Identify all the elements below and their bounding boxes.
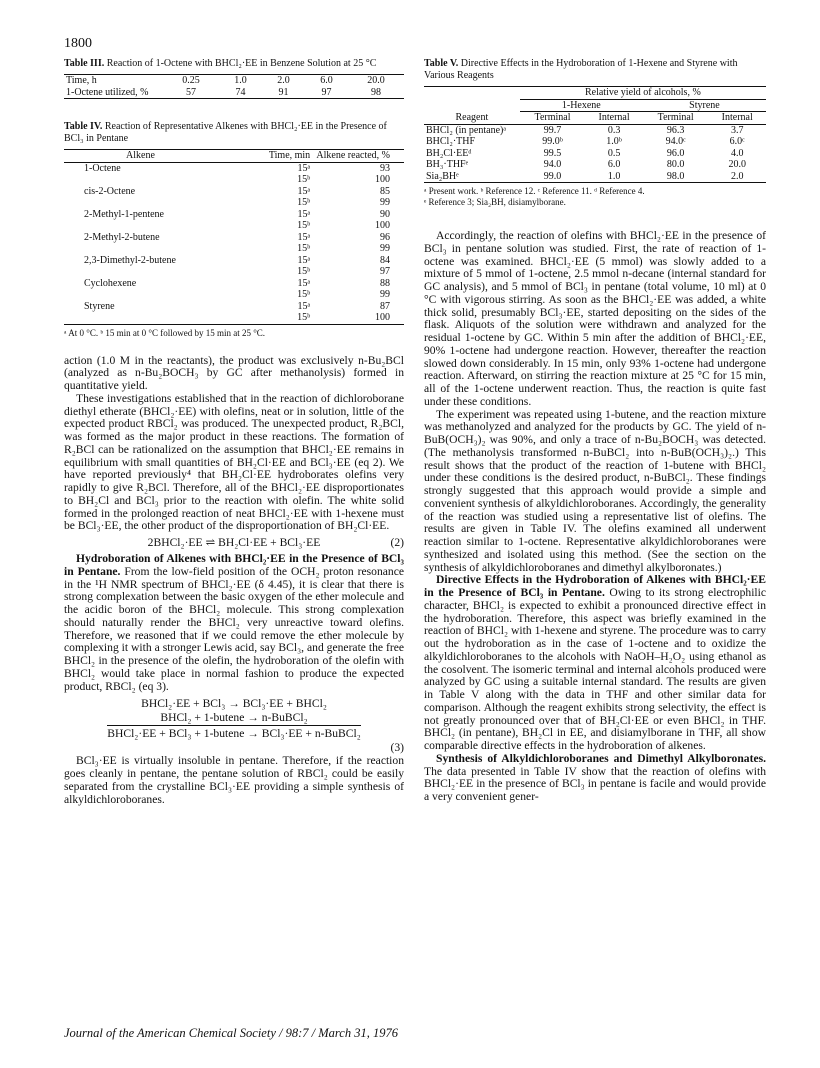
table-iii-time: 20.0 bbox=[367, 75, 385, 86]
table-iv-cell bbox=[64, 243, 217, 255]
table-iv-cell: 15ᵃ bbox=[297, 231, 311, 243]
table-v bbox=[424, 58, 766, 208]
table-iv-cell bbox=[64, 312, 217, 324]
table-iv-cell: 2,3-Dimethyl-2-butene bbox=[84, 254, 176, 266]
table-row bbox=[64, 186, 404, 198]
table-v-sub-header: Terminal bbox=[534, 112, 571, 123]
table-v-cell: 0.3 bbox=[607, 124, 621, 136]
table-v-cell: 6.0ᶜ bbox=[729, 136, 745, 147]
table-v-label: Table V. bbox=[424, 58, 459, 69]
table-v-group-header: 1-Hexene bbox=[520, 99, 643, 112]
table-iii-title: Reaction of 1-Octene with BHCl₂·EE in Benzene Solution at 25 °C bbox=[106, 58, 377, 69]
table-iii-time: 2.0 bbox=[277, 75, 290, 86]
table-iv-cell: 15ᵇ bbox=[297, 174, 311, 185]
table-row bbox=[64, 289, 404, 301]
table-iv-cell: 15ᵇ bbox=[297, 220, 311, 231]
table-row bbox=[424, 159, 766, 171]
table-v-cell: 80.0 bbox=[666, 159, 685, 170]
journal-footer: Journal of the American Chemical Society / 98:7 / March 31, 1976 bbox=[64, 1026, 398, 1040]
table-v-cell: 1.0ᵇ bbox=[606, 136, 622, 147]
table-v-caption bbox=[424, 58, 766, 82]
right-paragraph bbox=[424, 753, 766, 804]
table-v-sub-header: Reagent bbox=[455, 112, 489, 123]
table-row bbox=[64, 162, 404, 174]
table-iv-header: Time, min bbox=[268, 150, 311, 161]
table-v-cell: 96.0 bbox=[666, 147, 685, 159]
table-v-cell: 4.0 bbox=[730, 147, 744, 159]
table-row bbox=[64, 255, 404, 267]
table-iv-cell bbox=[64, 289, 217, 301]
table-row bbox=[64, 243, 404, 255]
equation-2-body: 2BHCl₂·EE ⇌ BH₂Cl·EE + BCl₃·EE bbox=[147, 536, 321, 549]
table-iv-grid bbox=[64, 149, 404, 325]
table-v-cell: 99.0 bbox=[543, 170, 562, 182]
table-iv-cell: 100 bbox=[375, 312, 390, 323]
table-v-cell: 2.0 bbox=[730, 170, 744, 182]
table-iv-cell: 90 bbox=[380, 208, 390, 220]
right-body bbox=[424, 230, 766, 804]
right-paragraph: Accordingly, the reaction of olefins with BHCl₂·EE in the presence of BCl₃ in pentane solution was studied. First, the rate of reaction of 1-octene was examined. BHCl₂·EE (5 mmol) was slowly added to a mixture of 5 mmol of 1-octene, 2.5 mmol n-decane (internal standard for GC analysis), and 5 mmol of BCl₃ in pentane (total volume, 10 ml) at 0 °C with vigorous stirring. As soon as the BHCl₂·EE was added, a white thick solid, presumably BCl₃·EE, started depositing on the sides of the flask. Aliquots of the solution were withdrawn and analyzed for the residual 1-octene by GC. Within 5 min after the addition of BHCl₂·EE, 90% 1-octene had undergone reaction. However, thereafter the reaction slowed down considerably. In 15 min, only 93% 1-octene had undergone reaction. Afterward, on stirring the reaction mixture at 25 °C for 15 min, all of the 1-octene underwent reaction. Thus, the reaction is quite fast under these conditions. bbox=[424, 229, 766, 408]
table-iv bbox=[64, 121, 404, 339]
table-v-cell: 0.5 bbox=[607, 147, 621, 159]
table-iv-cell bbox=[64, 174, 217, 186]
left-paragraph: BCl₃·EE is virtually insoluble in pentane. Therefore, if the reaction goes cleanly in pentane, the pentane solution of RBCl₂ could be easily separated from the crystalline BCl₃·EE providing a simple synthesis of alkyldichloroboranes. bbox=[64, 754, 404, 806]
table-v-group-header: Styrene bbox=[643, 99, 766, 112]
equation-2-number: (2) bbox=[390, 536, 404, 549]
table-iv-cell bbox=[64, 197, 217, 209]
table-iv-header: Alkene reacted, % bbox=[316, 150, 390, 161]
table-iii-grid bbox=[64, 74, 404, 99]
right-column bbox=[424, 58, 766, 804]
table-row bbox=[64, 278, 404, 290]
left-paragraph: action (1.0 M in the reactants), the product was exclusively n-Bu₂BCl (analyzed as n-Bu₂BOCH₃ by GC after methanolysis) formed in quantitative yield. bbox=[64, 353, 404, 392]
table-row bbox=[424, 136, 766, 148]
table-row bbox=[64, 174, 404, 186]
table-iv-cell: 99 bbox=[380, 197, 390, 208]
table-iv-cell: 15ᵇ bbox=[297, 289, 311, 300]
table-row bbox=[64, 220, 404, 232]
table-v-grid bbox=[424, 86, 766, 183]
table-iv-cell: 99 bbox=[380, 289, 390, 300]
table-iv-cell: Styrene bbox=[84, 300, 115, 312]
table-v-cell: BH₃·THFᵉ bbox=[426, 159, 469, 170]
table-iii-time: 1.0 bbox=[234, 75, 247, 86]
left-paragraph bbox=[64, 553, 404, 693]
table-iv-cell: 84 bbox=[380, 254, 390, 266]
table-row bbox=[64, 266, 404, 278]
table-iii-time: 6.0 bbox=[320, 75, 333, 86]
table-row bbox=[64, 197, 404, 209]
table-iv-cell: 96 bbox=[380, 231, 390, 243]
left-paragraph: These investigations established that in the reaction of dichloroborane diethyl etherate (BHCl₂·EE) with olefins, neat or in solution, little of the expected product RBCl₂ was produced. The unexpected product, R₂BCl, was formed as the major product in these reactions. The formation of R₂BCl can be rationalized on the assumption that BHCl₂·EE remains in equilibrium with small quantities of BH₂Cl·EE and BCl₃·EE (eq 2). We have reported previously⁴ that BH₂Cl·EE hydroborates olefins very rapidly to give R₂BCl. Therefore, all of the BHCl₂·EE disproportionates to BH₂Cl and BCl₃ prior to the reaction with olefin. The white solid formed in the prolonged reaction of neat BHCl₂·EE with 1-hexene must be BCl₃·EE, the other product of the disproportionation of BH₂Cl·EE. bbox=[64, 391, 404, 533]
table-iv-cell: 15ᵇ bbox=[297, 197, 311, 208]
table-v-title: Directive Effects in the Hydroboration of 1-Hexene and Styrene with Various Reagents bbox=[424, 58, 738, 81]
table-iv-cell: 100 bbox=[375, 220, 390, 231]
section-text: From the low-field position of the OCH₂ proton resonance in the ¹H NMR spectrum of BHCl₂·EE (δ 4.45), it is clear that there is strong complexation between the basic oxygen of the ether molecule and the acidic boron of the BHCl₂ molecule. This strong complexation should naturally render the BHCl₂ very unreactive toward olefins. Therefore, we reasoned that if we could remove the ether molecule by complexing it with a stronger Lewis acid, say BCl₃, and generate the free BHCl₂ in the presence of the olefin, the hydroboration of the olefin with BHCl₂ would take place in normal fashion to produce the expected product, RBCl₂ (eq 3). bbox=[64, 564, 404, 693]
table-iii-utilized: 74 bbox=[235, 86, 246, 98]
right-paragraph bbox=[424, 574, 766, 753]
table-iv-cell: Cyclohexene bbox=[84, 277, 137, 289]
left-body bbox=[64, 355, 404, 807]
table-iii-utilized: 91 bbox=[278, 86, 289, 98]
table-v-cell: 6.0 bbox=[607, 159, 621, 170]
table-v-cell: BHCl₂ (in pentane)ᵃ bbox=[426, 124, 507, 136]
section-text: The data presented in Table IV show that the reaction of olefins with BHCl₂·EE in the presence of BCl₃ in pentane is facile and would provide a very convenient gener- bbox=[424, 764, 766, 803]
table-iv-cell: 15ᵃ bbox=[297, 208, 311, 220]
table-iv-footnote: ᵃ At 0 °C. ᵇ 15 min at 0 °C followed by 15 min at 25 °C. bbox=[64, 327, 266, 338]
table-iii bbox=[64, 58, 404, 99]
table-v-footnote: ᵃ Present work. ᵇ Reference 12. ᶜ Reference 11. ᵈ Reference 4. bbox=[424, 186, 645, 196]
table-iv-cell: 97 bbox=[380, 266, 390, 277]
table-row bbox=[424, 171, 766, 183]
table-v-sub-header: Internal bbox=[721, 112, 753, 123]
table-v-cell: 98.0 bbox=[666, 170, 685, 182]
table-iv-header: Alkene bbox=[126, 150, 155, 161]
table-iv-cell: 1-Octene bbox=[84, 162, 121, 174]
table-iv-cell: 15ᵇ bbox=[297, 243, 311, 254]
table-v-cell: BHCl₂·THF bbox=[426, 136, 476, 147]
table-iii-time: 0.25 bbox=[182, 75, 200, 86]
table-v-cell: 1.0 bbox=[607, 170, 621, 182]
table-iv-label: Table IV. bbox=[64, 121, 103, 132]
table-iv-cell: 15ᵃ bbox=[297, 277, 311, 289]
table-iv-cell: 93 bbox=[380, 162, 390, 174]
table-iv-cell: 15ᵇ bbox=[297, 312, 311, 323]
table-iv-cell bbox=[64, 220, 217, 232]
equation-3-number: (3) bbox=[390, 741, 404, 755]
table-iv-caption bbox=[64, 121, 404, 145]
table-iii-label: Table III. bbox=[64, 58, 105, 69]
table-iii-utilized: 98 bbox=[370, 86, 381, 98]
table-iv-title: Reaction of Representative Alkenes with BHCl₂·EE in the Presence of BCl₃ in Pentane bbox=[64, 121, 387, 144]
table-v-cell: 94.0 bbox=[543, 159, 562, 170]
table-row bbox=[64, 312, 404, 324]
table-row bbox=[64, 209, 404, 221]
table-iv-cell: 87 bbox=[380, 300, 390, 312]
table-row bbox=[424, 124, 766, 136]
table-iv-cell: 15ᵃ bbox=[297, 162, 311, 174]
table-iv-cell: 99 bbox=[380, 243, 390, 254]
section-heading: Directive Effects in the Hydroboration of Alkenes with BHCl₂·EE in the Presence of BCl₃ in Pentane. bbox=[424, 573, 766, 599]
table-iv-cell: 2-Methyl-2-butene bbox=[84, 231, 160, 243]
table-v-cell: 99.5 bbox=[543, 147, 562, 159]
equation-3-line: BHCl₂·EE + BCl₃ → BCl₃·EE + BHCl₂ bbox=[141, 697, 327, 711]
table-iii-time-label: Time, h bbox=[66, 75, 97, 86]
table-v-sub-header: Internal bbox=[598, 112, 630, 123]
equation-3-line: BHCl₂ + 1-butene → n-BuBCl₂ bbox=[160, 711, 308, 725]
table-iii-caption bbox=[64, 58, 404, 70]
table-iv-cell: cis-2-Octene bbox=[84, 185, 136, 197]
table-v-cell: 99.7 bbox=[543, 124, 562, 136]
table-v-cell: 96.3 bbox=[666, 124, 685, 136]
table-iv-cell: 15ᵃ bbox=[297, 185, 311, 197]
right-paragraph: The experiment was repeated using 1-butene, and the reaction mixture was methanolyzed and analyzed for the products by GC. The yield of n-BuB(OCH₃)₂ was 90%, and only a trace of n-Bu₂BOCH₃ was detected. (The methanolysis transformed n-BuBCl₂ into n-BuB(OCH₃)₂.) This result shows that the product of the reaction of 1-butene with BHCl₂ under these conditions is the desired product, n-BuBCl₂. These findings strongly suggested that this approach would provide a simple and convenient synthesis of alkyldichloroboranes. Accordingly, the generality of the reaction was studied using a representative list of olefins. The results are given in Table IV. The olefins examined all underwent reaction similar to 1-octene. Representative alkyldichloroboranes were synthesized and isolated using this method. (See the section on the synthesis of alkyldichloroboranes and dimethyl alkylboronates.) bbox=[424, 407, 766, 574]
table-v-sub-header: Terminal bbox=[657, 112, 694, 123]
table-v-cell: 3.7 bbox=[730, 124, 744, 136]
section-heading: Synthesis of Alkyldichloroboranes and Dimethyl Alkylboronates. bbox=[436, 751, 766, 765]
section-text: Owing to its strong electrophilic character, BHCl₂ is expected to exhibit a pronounced directive effect in the hydroboration. Therefore, this aspect was briefly examined in the reaction of BHCl₂ with 1-hexene and styrene. The procedure was to carry out the hydroboration as in the case of 1-octene and to oxidize the alkyldichloroboranes to the alcohols with NaOH–H₂O₂ using ethanol as the cosolvent. The isomeric terminal and internal alcohols produced were analyzed by GC using a suitable internal standard. The results are given in Table V along with the data in THF and other similar data for comparison. Although the reagent exhibits strong selectivity, the effect is not greatly pronounced over that of BH₂Cl·EE or even BHCl₂ in THF. BHCl₂ (in pentane), BH₂Cl in EE, and disiamylborane in THF, all show comparable directive effects in the hydroboration of alkenes. bbox=[424, 586, 767, 752]
table-iii-utilized: 97 bbox=[321, 86, 332, 98]
table-iv-cell: 15ᵃ bbox=[297, 300, 311, 312]
equation-2 bbox=[64, 535, 404, 551]
table-iv-cell: 2-Methyl-1-pentene bbox=[84, 208, 164, 220]
equation-3 bbox=[64, 697, 404, 755]
table-iii-utilized: 57 bbox=[186, 86, 196, 98]
table-iv-cell: 15ᵃ bbox=[297, 254, 311, 266]
table-row bbox=[424, 148, 766, 160]
table-row bbox=[64, 232, 404, 244]
table-v-cell: BH₂Cl·EEᵈ bbox=[426, 147, 472, 159]
table-v-cell: Sia₂BHᵉ bbox=[426, 170, 459, 182]
section-heading: Hydroboration of Alkenes with BHCl₂·EE in the Presence of BCl₃ in Pentane. bbox=[64, 552, 404, 578]
table-v-cell: 94.0ᶜ bbox=[665, 136, 686, 147]
table-v-footnote: ᵉ Reference 3; Sia₂BH, disiamylborane. bbox=[424, 197, 566, 207]
page-number: 1800 bbox=[64, 36, 92, 51]
table-row bbox=[64, 301, 404, 313]
table-v-span-header: Relative yield of alcohols, % bbox=[520, 87, 766, 100]
table-iv-cell bbox=[64, 266, 217, 278]
table-v-cell: 20.0 bbox=[728, 159, 746, 170]
table-iv-cell: 85 bbox=[380, 185, 390, 197]
left-column bbox=[64, 58, 404, 806]
equation-3-sum: BHCl₂·EE + BCl₃ + 1-butene → BCl₃·EE + n-BuBCl₂ bbox=[107, 727, 361, 741]
table-iv-cell: 100 bbox=[375, 174, 390, 185]
table-iii-utilized-label: 1-Octene utilized, % bbox=[66, 86, 149, 98]
table-v-cell: 99.0ᵇ bbox=[542, 136, 563, 147]
table-iv-cell: 15ᵇ bbox=[297, 266, 311, 277]
table-iv-cell: 88 bbox=[380, 277, 390, 289]
